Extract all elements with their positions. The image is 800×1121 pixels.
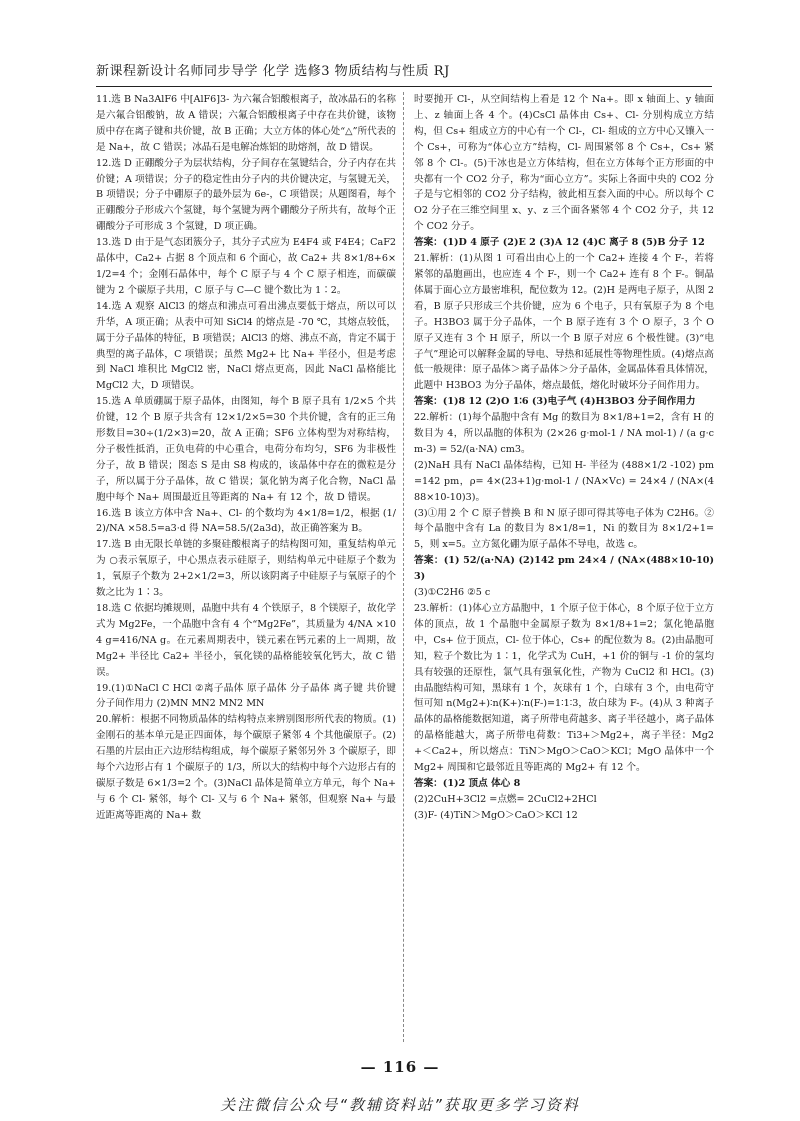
- answer-item: (3)①用 2 个 C 原子替换 B 和 N 原子即可得其等电子体为 C2H6。②每个晶胞中含有 La 的数目为 8×1/8=1，Ni 的数目为 8×1/2+1=5，则 x=5。立方氮化硼为原子晶体不导电，故选 c。: [414, 507, 714, 551]
- answer-item: (2)2CuH+3Cl2 =点燃= 2CuCl2+2HCl: [414, 793, 597, 805]
- answer-item: (3)F- (4)TiN＞MgO＞CaO＞KCl 12: [414, 809, 578, 821]
- answer-item: 12.选 D 正硼酸分子为层状结构，分子间存在氢键结合，分子内存在共价键；A 项错误；分子的稳定性由分子内的共价键决定，与氢键无关，B 项错误；分子中硼原子的最外层为 6e-，C 项错误；从题图看，每个正硼酸分子形成六个氢键，每个氢键为两个硼酸分子所共有，故每个正硼酸分子可形成 3 个氢键，D 项正确。: [96, 157, 396, 233]
- answer-item: 20.解析：根据不同物质晶体的结构特点来辨别图形所代表的物质。(1)金刚石的基本单元是正四面体，每个碳原子紧邻 4 个其他碳原子。(2)石墨的片层由正六边形结构组成，每个碳原子紧邻另外 3 个碳原子，即每个六边形占有 1 个碳原子的 1/3，所以大的结构中每个六边形占有的碳原子数是 6×1/3=2 个。(3)NaCl 晶体是简单立方单元，每个 Na+ 与 6 个 Cl- 紧邻，每个 Cl- 又与 6 个 Na+ 紧邻，但观察 Na+ 与最近距离等距离的 Na+ 数: [96, 714, 396, 821]
- page-number: — 116 —: [360, 1058, 440, 1076]
- answer-item: 21.解析：(1)从图 1 可看出由心上的一个 Ca2+ 连接 4 个 F-，若将紧邻的晶胞画出，也应连 4 个 F-，则一个 Ca2+ 连有 8 个 F-。铜晶体属于面心立方最密堆积，配位数为 12。(2)H 是两电子原子，从图 2 看，B 原子只形成三个共价键，应为 6 个电子，只有氧原子为 8 个电子。H3BO3 属于分子晶体，一个 B 原子连有 3 个 O 原子，3 个 O 原子又连有 3 个 H 原子，所以一个 B 原子对应 6 个极性键。(3)“电子气”理论可以解释金属的导电、导热和延展性等物理性质。(4)熔点高低一般规律：原子晶体＞离子晶体＞分子晶体，金属晶体看具体情况，此题中 H3BO3 为分子晶体，熔点最低，熔化时破坏分子间作用力。: [414, 253, 714, 392]
- answer-item: 11.选 B Na3AlF6 中[AlF6]3- 为六氟合铝酸根离子，故冰晶石的名称是六氟合铝酸钠，故 A 错误；六氟合铝酸根离子中存在共价键，该物质中存在离子键和共价键，故 B 正确；大立方体的体心处“△”所代表的是 Na+，故 C 错误；冰晶石是电解冶炼铝的助熔剂，故 D 错误。: [96, 94, 396, 153]
- header-title: 新课程新设计名师同步导学 化学 选修3 物质结构与性质 RJ: [96, 64, 450, 79]
- answer-item: 时要抛开 Cl-，从空间结构上看是 12 个 Na+。即 x 轴面上、y 轴面上、z 轴面上各 4 个。(4)CsCl 晶体由 Cs+、Cl- 分别构成立方结构，但 Cs+ 组成立方的中心有一个 Cl-，Cl- 组成的立方中心又镶入一个 Cs+，可称为“体心立方”结构，Cl- 周围紧邻 8 个 Cs+，Cs+ 紧邻 8 个 Cl-。(5)干冰也是立方体结构，但在立方体每个正方形面的中央都有一个 CO2 分子，称为“面心立方”。实际上各面中央的 CO2 分子是与它相邻的 CO2 分子结构，彼此相互套入面的中心。所以每个 CO2 分子在三维空间里 x、y、z 三个面各紧邻 4 个 CO2 分子，共 12 个 CO2 分子。: [414, 94, 714, 233]
- answer-line: 答案：(1)D 4 原子 (2)E 2 (3)A 12 (4)C 离子 8 (5)B 分子 12: [414, 237, 705, 249]
- left-column: [96, 92, 396, 1042]
- answer-item: 19.(1)①NaCl C HCl ②离子晶体 原子晶体 分子晶体 离子键 共价键 分子间作用力 (2)MN MN2 MN2 MN: [96, 682, 396, 710]
- answer-line: 答案：(1) 52/(a·NA) (2)142 pm 24×4 / (NA×(488×10-10)3): [414, 555, 714, 583]
- answer-item: (3)①C2H6 ②5 c: [414, 587, 491, 599]
- answer-item: 17.选 B 由无限长单链的多聚硅酸根离子的结构图可知，重复结构单元为 ○表示氧原子，中心黑点表示硅原子，则结构单元中硅原子个数为 1，氧原子个数为 2+2×1/2=3，所以该阴离子中硅原子与氧原子的个数之比为 1∶3。: [96, 539, 396, 599]
- content-columns: [96, 92, 716, 1042]
- answer-line: 答案：(1)8 12 (2)O 1∶6 (3)电子气 (4)H3BO3 分子间作用力: [414, 396, 696, 408]
- answer-item: 16.选 B 该立方体中含 Na+、Cl- 的个数均为 4×1/8=1/2，根据 (1/2)/NA ×58.5=a3·d 得 NA=58.5/(2a3d)，故正确答案为 B。: [96, 507, 396, 535]
- right-column: [414, 92, 714, 1042]
- answer-item: 23.解析：(1)体心立方晶胞中，1 个原子位于体心，8 个原子位于立方体的顶点，故 1 个晶胞中金属原子数为 8×1/8+1=2；氯化铯晶胞中，Cs+ 位于顶点，Cl- 位于体心，Cs+ 的配位数为 8。(2)由晶胞可知，粒子个数比为 1∶1，化学式为 CuH，+1 价的铜与 -1 价的氢均具有较强的还原性，氯气具有强氧化性，产物为 CuCl2 和 HCl。(3)由晶胞结构可知，黑球有 1 个，灰球有 1 个，白球有 3 个，由电荷守恒可知 n(Mg2+)∶n(K+)∶n(F-)=1∶1∶3，故白球为 F-。(4)从 3 种离子晶体的晶格能数据知道，离子所带电荷越多、离子半径越小，离子晶体的晶格能越大，离子所带电荷数：Ti3+＞Mg2+，离子半径：Mg2+＜Ca2+，所以熔点：TiN＞MgO＞CaO＞KCl；MgO 晶体中一个 Mg2+ 周围和它最邻近且等距离的 Mg2+ 有 12 个。: [414, 603, 714, 774]
- footer-note: 关注微信公众号“教辅资料站”获取更多学习资料: [220, 1096, 580, 1114]
- answer-item: (2)NaH 具有 NaCl 晶体结构，已知 H- 半径为 (488×1/2 -102) pm=142 pm，ρ= 4×(23+1)g·mol-1 / (NA×Vc) = 24×4 / (NA×(488×10-10)3)。: [414, 459, 714, 503]
- answer-item: 22.解析：(1)每个晶胞中含有 Mg 的数目为 8×1/8+1=2，含有 H 的数目为 4，所以晶胞的体积为 (2×26 g·mol-1 / NA mol-1) / (a g·cm-3) = 52/(a·NA) cm3。: [414, 412, 714, 455]
- answer-item: 13.选 D 由于是气态团簇分子，其分子式应为 E4F4 或 F4E4；CaF2 晶体中，Ca2+ 占据 8 个顶点和 6 个面心，故 Ca2+ 共 8×1/8+6×1/2=4 个；金刚石晶体中，每个 C 原子与 4 个 C 原子相连，而碳碳键为 2 个碳原子共用，C 原子与 C—C 键个数比为 1∶2。: [96, 237, 396, 296]
- answer-line: 答案：(1)2 顶点 体心 8: [414, 777, 521, 789]
- answer-item: 18.选 C 依据均摊规则，晶胞中共有 4 个铁原子，8 个镁原子，故化学式为 Mg2Fe，一个晶胞中含有 4 个“Mg2Fe”，其质量为 4/NA ×104 g=416/NA g。在元素周期表中，镁元素在钙元素的上一周期，故 Mg2+ 半径比 Ca2+ 半径小，氧化镁的晶格能较氧化钙大，故 C 错误。: [96, 603, 396, 678]
- column-divider: [403, 92, 404, 1042]
- page-header: [96, 60, 712, 87]
- answer-item: 15.选 A 单质硼属于原子晶体，由图知，每个 B 原子具有 1/2×5 个共价键，12 个 B 原子共含有 12×1/2×5=30 个共价键，含有的正三角形数目=30÷(1/2×3)=20，故 A 正确；SF6 立体构型为对称结构，分子极性抵消，正负电荷的中心重合，电荷分布均匀，SF6 为非极性分子，故 B 错误；图态 S 是由 S8 构成的，该晶体中存在的微粒是分子，所以属于分子晶体，故 C 错误；氯化钠为离子化合物，NaCl 晶胞中每个 Na+ 周围最近且等距离的 Na+ 有 12 个，故 D 错误。: [96, 396, 396, 503]
- answer-item: 14.选 A 观察 AlCl3 的熔点和沸点可看出沸点要低于熔点，所以可以升华，A 项正确；从表中可知 SiCl4 的熔点是 -70 ℃，其熔点较低，属于分子晶体的特征，B 项错误；AlCl3 的熔、沸点不高，肯定不属于典型的离子晶体，C 项错误；虽然 Mg2+ 比 Na+ 半径小，但是考虑到 NaCl 堆积比 MgCl2 密，NaCl 熔点更高，因此 NaCl 晶格能比 MgCl2 大，D 项错误。: [96, 300, 396, 392]
